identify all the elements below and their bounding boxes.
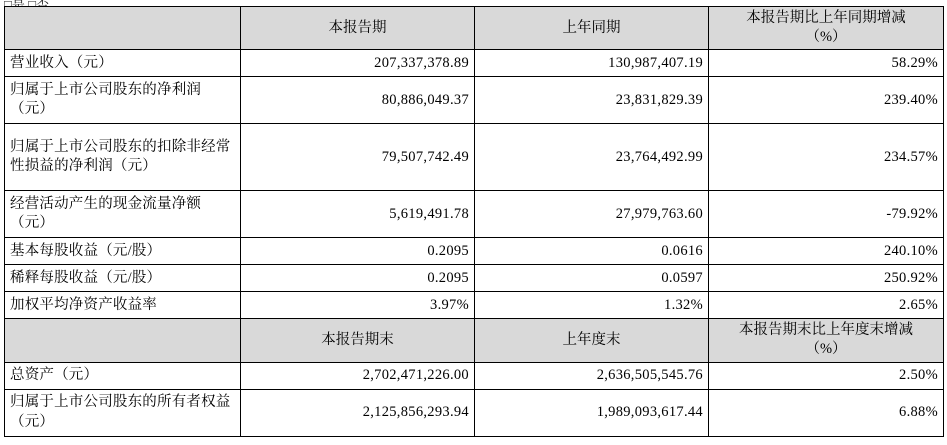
row-value-total-assets-prior: 2,636,505,545.76: [475, 362, 709, 389]
header-period-end-change-line1: 本报告期末比上年度末增减: [739, 322, 913, 339]
table-row: [5, 362, 944, 389]
row-value-total-assets-current: 2,702,471,226.00: [241, 362, 475, 389]
row-label-total-assets: 总资产（元）: [5, 362, 241, 389]
row-value-equity-current: 2,125,856,293.94: [241, 389, 475, 436]
row-label-net-profit: 归属于上市公司股东的净利润（元）: [5, 77, 241, 124]
row-value-revenue-current: 207,337,378.89: [241, 50, 475, 77]
table-row: [5, 50, 944, 77]
header-prior-year-end: 上年度末: [475, 319, 709, 362]
row-value-basic-eps-change: 240.10%: [709, 238, 944, 265]
header-period-change-line2: （%）: [805, 29, 847, 46]
table-row: [5, 389, 944, 436]
row-value-operating-cashflow-prior: 27,979,763.60: [475, 191, 709, 238]
header-period-change: [709, 7, 944, 50]
header-blank-cell-2: [5, 319, 241, 362]
row-value-net-profit-deducted-current: 79,507,742.49: [241, 124, 475, 191]
row-value-net-profit-prior: 23,831,829.39: [475, 77, 709, 124]
row-value-net-profit-current: 80,886,049.37: [241, 77, 475, 124]
row-label-diluted-eps: 稀释每股收益（元/股）: [5, 265, 241, 292]
table-row: [5, 124, 944, 191]
table-row: [5, 191, 944, 238]
row-value-net-profit-deducted-prior: 23,764,492.99: [475, 124, 709, 191]
header-period-change-line1: 本报告期比上年同期增减: [746, 10, 906, 26]
row-label-basic-eps: 基本每股收益（元/股）: [5, 238, 241, 265]
header-current-period: 本报告期: [241, 7, 475, 50]
row-value-equity-change: 6.88%: [709, 389, 944, 436]
row-value-basic-eps-prior: 0.0616: [475, 238, 709, 265]
table-row: [5, 238, 944, 265]
header-blank-cell: [5, 7, 241, 50]
row-value-diluted-eps-change: 250.92%: [709, 265, 944, 292]
table-header-row-period: [5, 7, 944, 50]
row-value-net-profit-change: 239.40%: [709, 77, 944, 124]
row-value-basic-eps-current: 0.2095: [241, 238, 475, 265]
header-period-end-change: [709, 319, 944, 362]
row-label-weighted-roe: 加权平均净资产收益率: [5, 292, 241, 319]
row-label-revenue: 营业收入（元）: [5, 50, 241, 77]
row-value-operating-cashflow-change: -79.92%: [709, 191, 944, 238]
header-period-end-change-line2: （%）: [805, 341, 847, 358]
row-value-diluted-eps-prior: 0.0597: [475, 265, 709, 292]
financial-summary-table: [4, 6, 944, 437]
row-value-revenue-prior: 130,987,407.19: [475, 50, 709, 77]
row-value-total-assets-change: 2.50%: [709, 362, 944, 389]
row-value-equity-prior: 1,989,093,617.44: [475, 389, 709, 436]
row-value-operating-cashflow-current: 5,619,491.78: [241, 191, 475, 238]
row-label-equity: 归属于上市公司股东的所有者权益（元）: [5, 389, 241, 436]
header-prior-period: 上年同期: [475, 7, 709, 50]
row-value-weighted-roe-change: 2.65%: [709, 292, 944, 319]
row-label-operating-cashflow: 经营活动产生的现金流量净额（元）: [5, 191, 241, 238]
table-row: [5, 265, 944, 292]
row-value-diluted-eps-current: 0.2095: [241, 265, 475, 292]
table-row: [5, 292, 944, 319]
row-value-revenue-change: 58.29%: [709, 50, 944, 77]
row-value-weighted-roe-prior: 1.32%: [475, 292, 709, 319]
table-header-row-endofperiod: [5, 319, 944, 362]
row-label-net-profit-deducted: 归属于上市公司股东的扣除非经常性损益的净利润（元）: [5, 124, 241, 191]
table-row: [5, 77, 944, 124]
row-value-weighted-roe-current: 3.97%: [241, 292, 475, 319]
row-value-net-profit-deducted-change: 234.57%: [709, 124, 944, 191]
header-current-period-end: 本报告期末: [241, 319, 475, 362]
